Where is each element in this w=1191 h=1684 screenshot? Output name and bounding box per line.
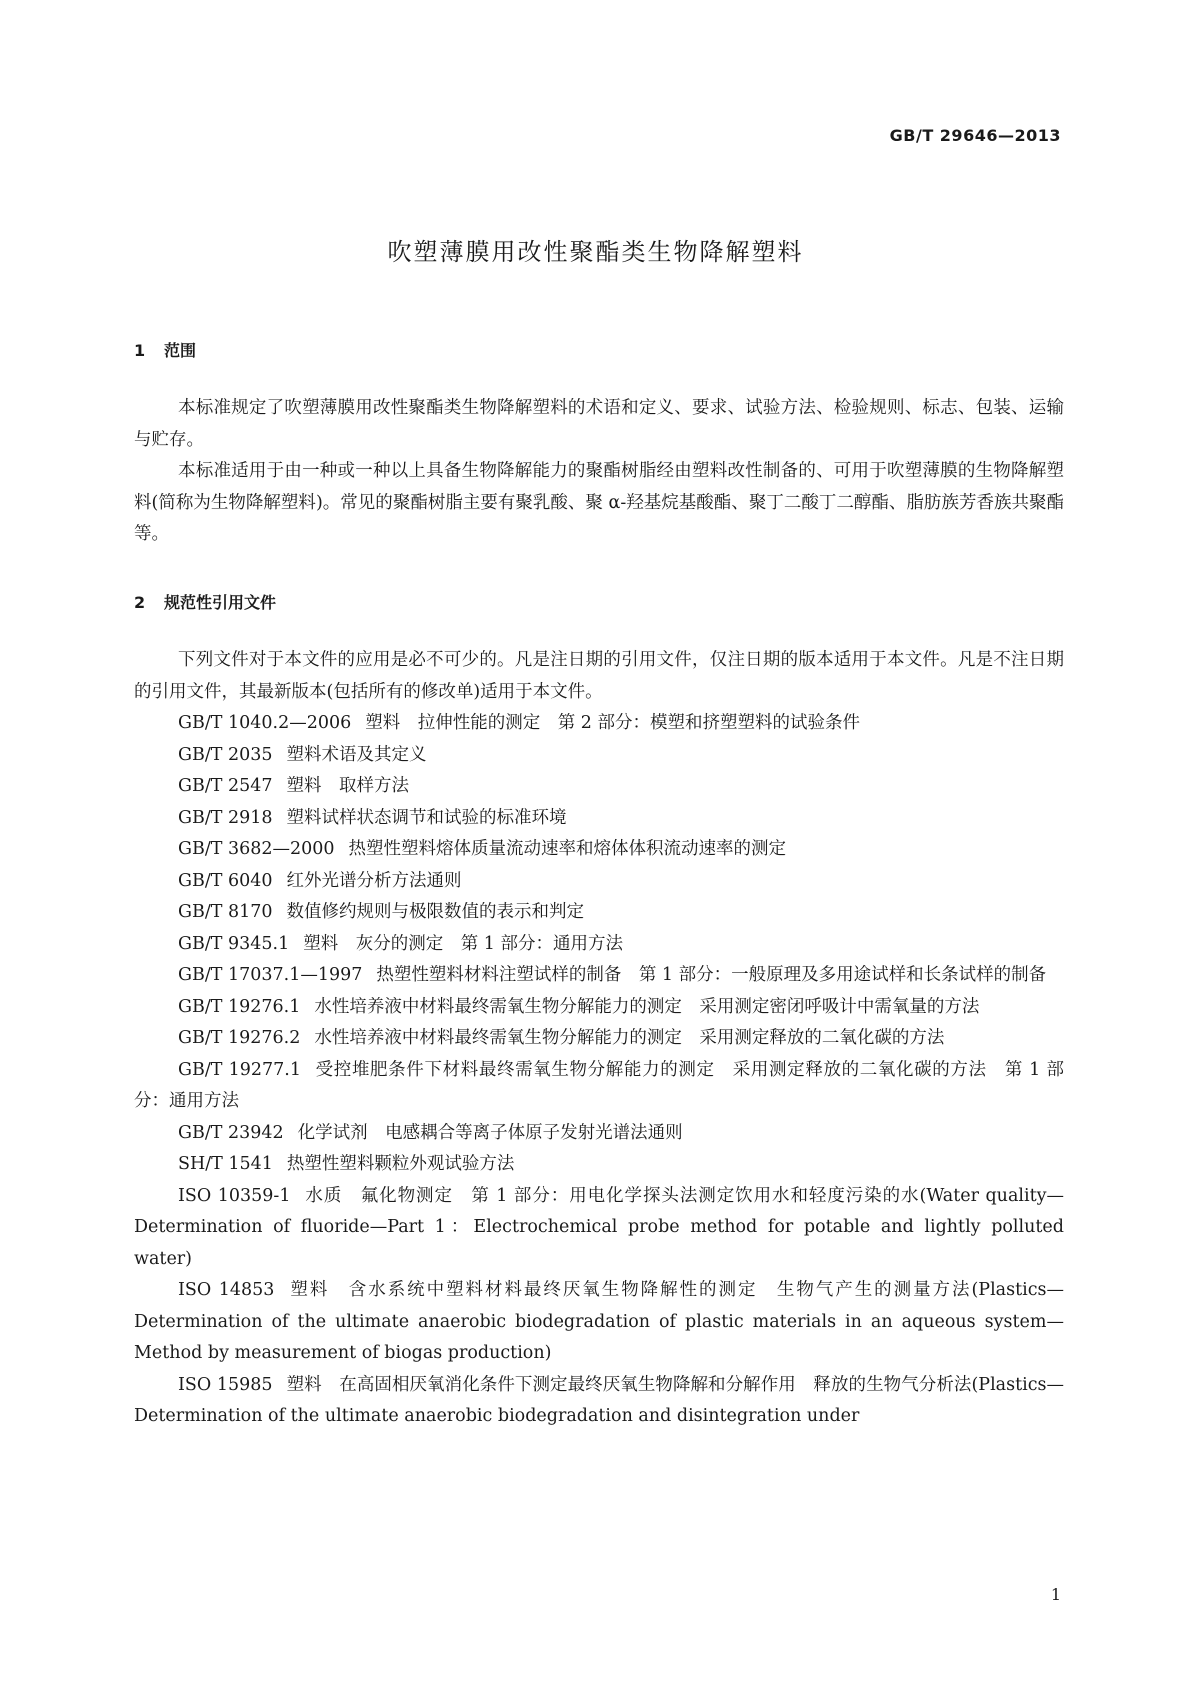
reference-title: 塑料 含水系统中塑料材料最终厌氧生物降解性的测定 生物气产生的测量方法(Plastics—Determination of the ultimate anaerobic biodegradation of plastic materials in an aqueous system—Method by measurement of biogas production) [134, 1280, 1065, 1363]
reference-code: GB/T 2918 [178, 807, 273, 828]
reference-code: ISO 14853 [178, 1280, 275, 1300]
reference-title: 受控堆肥条件下材料最终需氧生物分解能力的测定 采用测定释放的二氧化碳的方法 第 1 部分：通用方法 [134, 1059, 1064, 1111]
reference-item [134, 960, 1064, 992]
reference-item [134, 897, 1064, 929]
reference-code: GB/T 17037.1—1997 [178, 965, 363, 985]
reference-title: 水性培养液中材料最终需氧生物分解能力的测定 采用测定释放的二氧化碳的方法 [314, 1028, 945, 1048]
reference-item [134, 771, 1064, 803]
section-heading-normative-references [134, 590, 276, 613]
section-title: 规范性引用文件 [164, 593, 277, 612]
reference-code: SH/T 1541 [178, 1154, 273, 1174]
reference-title: 数值修约规则与极限数值的表示和判定 [286, 902, 585, 922]
page-number: 1 [1050, 1585, 1061, 1604]
reference-item [134, 866, 1064, 898]
section-body-scope [134, 393, 1064, 551]
reference-code: GB/T 3682—2000 [178, 839, 335, 859]
reference-title: 热塑性塑料材料注塑试样的制备 第 1 部分：一般原理及多用途试样和长条试样的制备 [376, 965, 1047, 985]
section-heading-scope [134, 338, 196, 361]
reference-title: 水质 氟化物测定 第 1 部分：用电化学探头法测定饮用水和轻度污染的水(Water quality—Determination of fluoride—Part 1：Electrochemical probe method for potable and lightly polluted water) [134, 1185, 1064, 1269]
reference-item [134, 992, 1064, 1024]
reference-item [134, 1023, 1064, 1055]
reference-code: GB/T 6040 [178, 870, 273, 891]
section-body-normative-references [134, 645, 1064, 1433]
reference-item [134, 834, 1064, 866]
reference-item [134, 929, 1064, 961]
reference-title: 塑料 拉伸性能的测定 第 2 部分：模塑和挤塑塑料的试验条件 [365, 713, 861, 733]
reference-code: GB/T 8170 [178, 902, 273, 922]
reference-title: 塑料 取样方法 [286, 776, 410, 796]
reference-title: 塑料 灰分的测定 第 1 部分：通用方法 [303, 933, 623, 954]
reference-title: 塑料术语及其定义 [286, 744, 427, 765]
reference-title: 热塑性塑料颗粒外观试验方法 [286, 1154, 515, 1174]
reference-code: GB/T 9345.1 [178, 933, 290, 954]
reference-item [134, 1181, 1064, 1276]
document-title: 吹塑薄膜用改性聚酯类生物降解塑料 [387, 238, 804, 266]
reference-code: ISO 15985 [178, 1374, 273, 1395]
reference-code: GB/T 1040.2—2006 [178, 713, 352, 733]
reference-code: GB/T 23942 [178, 1122, 284, 1143]
reference-code: GB/T 19276.1 [178, 996, 301, 1017]
reference-item [134, 1370, 1064, 1433]
reference-item [134, 708, 1064, 740]
section-number: 2 [134, 593, 146, 612]
reference-item [134, 1118, 1064, 1150]
section-title: 范围 [164, 341, 197, 360]
reference-item [134, 1275, 1064, 1370]
reference-item [134, 803, 1064, 835]
reference-title: 化学试剂 电感耦合等离子体原子发射光谱法通则 [297, 1122, 683, 1143]
reference-item [134, 1149, 1064, 1181]
standard-number: GB/T 29646—2013 [889, 126, 1061, 145]
paragraph: 本标准规定了吹塑薄膜用改性聚酯类生物降解塑料的术语和定义、要求、试验方法、检验规则、标志、包装、运输与贮存。 [134, 398, 1064, 450]
reference-title: 塑料试样状态调节和试验的标准环境 [286, 807, 567, 828]
paragraph: 下列文件对于本文件的应用是必不可少的。凡是注日期的引用文件，仅注日期的版本适用于本文件。凡是不注日期的引用文件，其最新版本(包括所有的修改单)适用于本文件。 [134, 650, 1064, 702]
reference-code: ISO 10359-1 [178, 1185, 291, 1206]
reference-title: 塑料 在高固相厌氧消化条件下测定最终厌氧生物降解和分解作用 释放的生物气分析法(Plastics—Determination of the ultimate anaerobic biodegradation and disintegration under [134, 1374, 1064, 1426]
reference-code: GB/T 19276.2 [178, 1028, 301, 1048]
reference-item [134, 740, 1064, 772]
reference-title: 水性培养液中材料最终需氧生物分解能力的测定 采用测定密闭呼吸计中需氧量的方法 [314, 996, 980, 1017]
reference-item [134, 1055, 1064, 1118]
paragraph: 本标准适用于由一种或一种以上具备生物降解能力的聚酯树脂经由塑料改性制备的、可用于吹塑薄膜的生物降解塑料(简称为生物降解塑料)。常见的聚酯树脂主要有聚乳酸、聚 α-羟基烷基酸酯、聚丁二酸丁二醇酯、脂肪族芳香族共聚酯等。 [134, 461, 1064, 544]
reference-code: GB/T 2035 [178, 744, 273, 765]
reference-list [134, 708, 1064, 1433]
reference-title: 红外光谱分析方法通则 [286, 870, 462, 891]
reference-code: GB/T 19277.1 [178, 1059, 301, 1080]
reference-title: 热塑性塑料熔体质量流动速率和熔体体积流动速率的测定 [348, 839, 787, 859]
reference-code: GB/T 2547 [178, 776, 273, 796]
section-number: 1 [134, 341, 146, 360]
